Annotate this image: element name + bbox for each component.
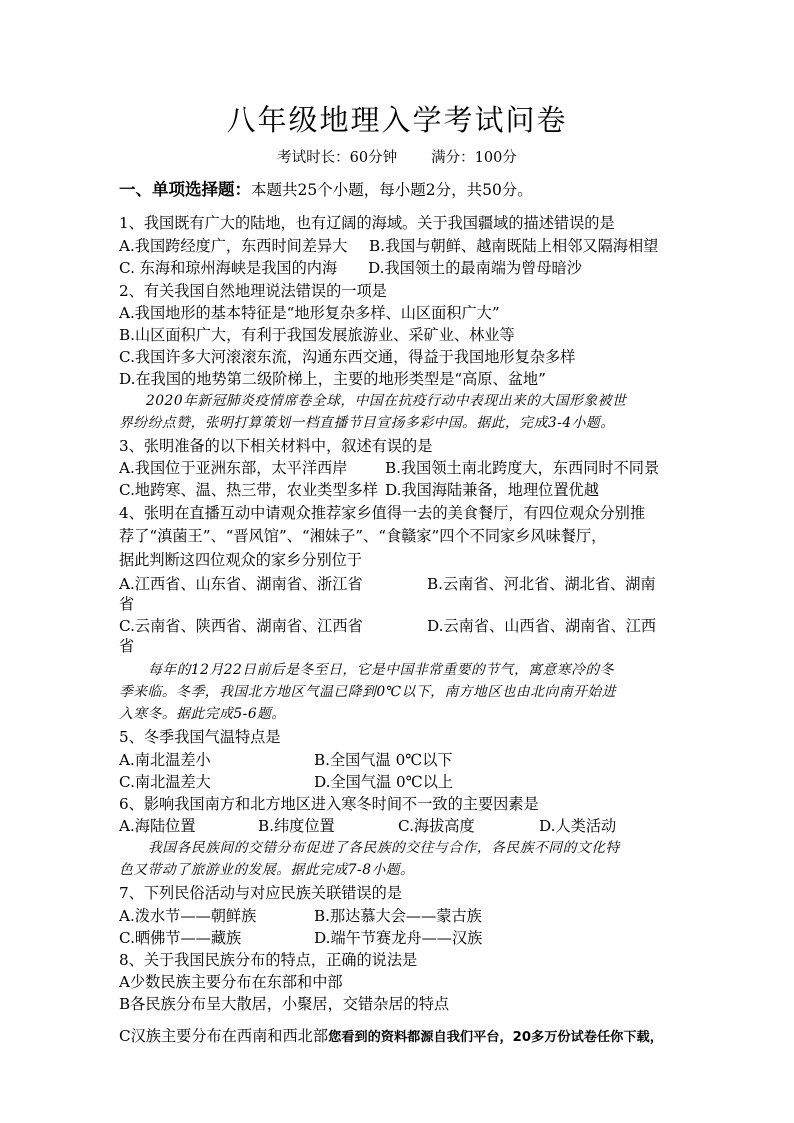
q5-option-a: A.南北温差小 <box>119 751 211 769</box>
q6-stem: 6、影响我国南方和北方地区进入寒冬时间不一致的主要因素是 <box>119 795 539 813</box>
q1-option-a: A.我国跨经度广，东西时间差异大 <box>119 237 348 255</box>
passage1-line1: 2020年新冠肺炎疫情席卷全球，中国在抗疫行动中表现出来的大国形象被世 <box>146 393 627 409</box>
q6-option-c: C.海拔高度 <box>398 817 475 835</box>
q3-option-d: D.我国海陆兼备，地理位置优越 <box>385 481 599 499</box>
q8-option-b: B各民族分布呈大散居，小聚居，交错杂居的特点 <box>119 995 450 1013</box>
section-desc: 本题共25个小题，每小题2分，共50分。 <box>251 181 533 199</box>
q4-stem-line3: 据此判断这四位观众的家乡分别位于 <box>119 551 362 569</box>
q4-stem-line1: 4、张明在直播互动中请观众推荐家乡值得一去的美食餐厅，有四位观众分别推 <box>119 504 646 522</box>
q3-stem: 3、张明准备的以下相关材料中，叙述有误的是 <box>119 437 433 455</box>
passage2-line2: 季来临。冬季，我国北方地区气温已降到0℃以下，南方地区也由北向南开始进 <box>119 684 617 700</box>
q3-option-c: C.地跨寒、温、热三带，农业类型多样 <box>119 481 378 499</box>
q4-option-a: A.江西省、山东省、湖南省、浙江省 <box>119 575 363 593</box>
passage2-line1: 每年的12月22日前后是冬至日，它是中国非常重要的节气，寓意寒冷的冬 <box>148 662 615 678</box>
q5-option-b: B.全国气温 0℃以下 <box>314 751 453 769</box>
q3-option-b: B.我国领土南北跨度大，东西同时不同景 <box>385 459 660 477</box>
passage3-line1: 我国各民族间的交错分布促进了各民族的交往与合作，各民族不同的文化特 <box>148 840 620 856</box>
q4-option-d-wrap: 省 <box>119 637 135 655</box>
q5-option-c: C.南北温差大 <box>119 773 211 791</box>
passage1-line2: 界纷纷点赞，张明打算策划一档直播节目宣扬多彩中国。据此，完成3-4小题。 <box>119 415 615 431</box>
q4-stem-line2: 荐了“滇菌王”、“晋风馆”、“湘妹子”、“食赣家”四个不同家乡风味餐厅， <box>119 527 607 545</box>
q6-option-b: B.纬度位置 <box>258 817 335 835</box>
q8-option-c: C汉族主要分布在西南和西北部 <box>119 1027 329 1045</box>
section-heading <box>119 180 533 200</box>
q4-option-d: D.云南省、山西省、湖南省、江西 <box>427 617 657 635</box>
q6-option-d: D.人类活动 <box>539 817 617 835</box>
exam-info <box>0 146 794 167</box>
q4-option-b-wrap: 省 <box>119 595 135 613</box>
q2-option-d: D.在我国的地势第二级阶梯上，主要的地形类型是“高原、盆地” <box>119 370 546 388</box>
exam-time: 考试时长：60分钟 <box>277 150 398 166</box>
q7-option-b: B.那达慕大会——蒙古族 <box>314 907 482 925</box>
q3-option-a: A.我国位于亚洲东部，太平洋西岸 <box>119 459 348 477</box>
q1-option-b: B.我国与朝鲜、越南既陆上相邻又隔海相望 <box>369 237 659 255</box>
section-title: 一、单项选择题： <box>119 180 251 199</box>
q8-option-c-row <box>119 1026 663 1048</box>
q7-option-d: D.端午节赛龙舟——汉族 <box>314 929 483 947</box>
q8-stem: 8、关于我国民族分布的特点，正确的说法是 <box>119 951 418 969</box>
q1-stem: 1、我国既有广大的陆地，也有辽阔的海域。关于我国疆域的描述错误的是 <box>119 214 615 232</box>
promo-text: 您看到的资料都源自我们平台，20多万份试卷任你下载， <box>328 1030 663 1045</box>
q5-option-d: D.全国气温 0℃以上 <box>314 773 454 791</box>
q1-option-d: D.我国领土的最南端为曾母暗沙 <box>368 259 582 277</box>
q7-stem: 7、下列民俗活动与对应民族关联错误的是 <box>119 884 403 902</box>
passage3-line2: 色又带动了旅游业的发展。据此完成7-8小题。 <box>119 862 415 878</box>
q6-option-a: A.海陆位置 <box>119 817 196 835</box>
q7-option-c: C.晒佛节——藏族 <box>119 929 242 947</box>
q2-option-b: B.山区面积广大，有利于我国发展旅游业、采矿业、林业等 <box>119 326 515 344</box>
q5-stem: 5、冬季我国气温特点是 <box>119 728 281 746</box>
q4-option-b: B.云南省、河北省、湖北省、湖南 <box>427 575 656 593</box>
page-title: 八年级地理入学考试问卷 <box>226 103 568 137</box>
full-score: 满分：100分 <box>431 150 517 166</box>
q2-stem: 2、有关我国自然地理说法错误的一项是 <box>119 282 387 300</box>
q1-option-c: C. 东海和琼州海峡是我国的内海 <box>119 259 338 277</box>
q2-option-c: C.我国许多大河滚滚东流，沟通东西交通，得益于我国地形复杂多样 <box>119 348 576 366</box>
q8-option-a: A少数民族主要分布在东部和中部 <box>119 973 343 991</box>
q7-option-a: A.泼水节——朝鲜族 <box>119 907 257 925</box>
q2-option-a: A.我国地形的基本特征是“地形复杂多样、山区面积广大” <box>119 304 500 322</box>
passage2-line3: 入寒冬。据此完成5-6题。 <box>119 706 286 722</box>
q4-option-c: C.云南省、陕西省、湖南省、江西省 <box>119 617 363 635</box>
